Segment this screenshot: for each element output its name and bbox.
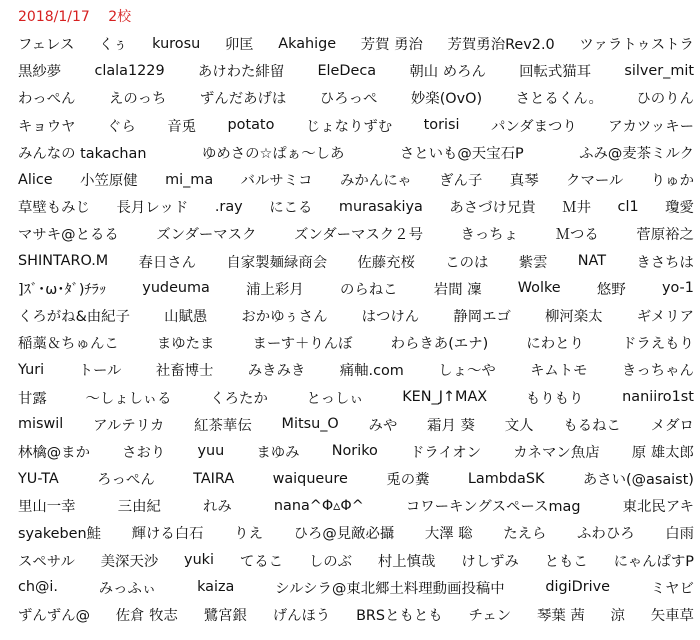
name-entry: 妙楽(OvO) — [410, 91, 483, 108]
name-entry: カネマン魚店 — [513, 444, 600, 461]
name-entry: ]ｽﾞ･ω･ﾀﾞ)ﾁﾗｯ — [18, 281, 107, 298]
name-entry: えのっち — [108, 91, 167, 108]
name-entry: みや — [368, 417, 398, 434]
name-entry: ぎん子 — [439, 173, 483, 190]
name-entry: みきみき — [247, 363, 306, 380]
name-entry: まーす＋りんぼ — [252, 336, 353, 353]
name-entry: syakeben鮭 — [18, 526, 102, 543]
name-entry: このは — [445, 254, 489, 271]
name-entry: 霜月 葵 — [427, 417, 475, 434]
name-entry: まゆみ — [256, 444, 300, 461]
name-entry: murasakiya — [338, 198, 423, 215]
name-entry: 村上慎哉 — [377, 553, 436, 570]
name-entry: シルシラ@東北郷土料理動画投稿中 — [275, 580, 505, 597]
name-entry: ch@i. — [18, 579, 58, 596]
name-entry: Ｍ井 — [562, 200, 591, 217]
name-row — [18, 248, 694, 275]
name-entry: 瓊愛 — [665, 200, 694, 217]
name-entry: にこる — [269, 200, 313, 217]
name-entry: りえ — [234, 526, 263, 543]
name-row — [18, 492, 694, 519]
name-entry: digiDrive — [545, 579, 611, 596]
name-entry: コワーキングスペースmag — [405, 499, 581, 516]
name-entry: 卯匡 — [224, 37, 254, 54]
name-entry: ふみ@麦茶ミルク — [579, 145, 694, 162]
name-entry: 原 雄太郎 — [631, 444, 694, 461]
name-entry: ひのりん — [636, 91, 694, 108]
name-entry: silver_mit — [624, 62, 694, 79]
name-entry: SHINTARO.M — [18, 253, 109, 270]
name-entry: yuki — [184, 552, 215, 569]
name-entry: Wolke — [517, 280, 561, 297]
name-entry: にわとり — [526, 336, 584, 353]
name-row — [18, 193, 694, 220]
name-entry: げんほう — [272, 608, 331, 625]
name-row — [18, 547, 694, 574]
name-entry: kurosu — [152, 35, 201, 52]
name-entry: yuu — [197, 443, 225, 460]
name-entry: 山賦愚 — [164, 308, 208, 325]
name-entry: わらきあ(エナ) — [390, 336, 489, 353]
name-entry: バルサミコ — [240, 173, 313, 190]
name-entry: torisi — [423, 117, 460, 134]
name-entry: くろがね&由紀子 — [18, 308, 130, 325]
name-row — [18, 57, 694, 84]
name-row — [18, 411, 694, 438]
name-entry: もるねこ — [563, 417, 621, 434]
name-entry: 回転式猫耳 — [519, 64, 592, 81]
name-entry: 紫雲 — [518, 254, 548, 271]
name-entry: Mitsu_O — [281, 416, 339, 433]
name-entry: まゆたま — [156, 336, 215, 353]
name-entry: NAT — [577, 253, 607, 270]
name-entry: きっちゃん — [621, 363, 694, 380]
name-entry: 里山一幸 — [18, 499, 76, 516]
name-entry: ミヤビ — [650, 580, 694, 597]
name-list — [18, 30, 694, 628]
name-entry: もりもり — [525, 390, 584, 407]
name-row — [18, 139, 694, 166]
name-entry: さおり — [122, 444, 166, 461]
name-entry: 矢車草 — [650, 608, 694, 625]
name-entry: あけわた緋留 — [197, 64, 285, 81]
name-entry: 芳賀勇治Rev2.0 — [447, 37, 555, 54]
name-entry: ズンダーマスク２号 — [294, 227, 423, 244]
name-row — [18, 84, 694, 111]
name-entry: 大澤 聡 — [424, 526, 473, 543]
header-school: 2校 — [108, 9, 132, 25]
name-entry: メダロ — [650, 417, 694, 434]
name-entry: 東北民アキ — [622, 499, 694, 516]
name-entry: 芳賀 勇治 — [360, 37, 423, 54]
name-entry: パンダまつり — [490, 118, 577, 135]
name-entry: 春日さん — [138, 254, 197, 271]
name-entry: Noriko — [331, 443, 378, 460]
name-entry: わっぺん — [18, 91, 76, 108]
name-entry: potato — [227, 117, 275, 134]
name-row — [18, 302, 694, 329]
name-entry: 紅茶華伝 — [194, 417, 252, 434]
name-entry: ひろっぺ — [319, 91, 378, 108]
name-entry: 静岡エゴ — [453, 308, 511, 325]
name-entry: にゃんぱすP — [613, 553, 694, 570]
header-date: 2018/1/17 — [18, 9, 90, 25]
name-entry: チェン — [468, 608, 512, 625]
name-entry: cl1 — [617, 198, 639, 215]
name-entry: ツァラトゥストラ — [579, 37, 694, 54]
name-entry: EleDeca — [317, 62, 377, 79]
name-entry: 佐藤充桜 — [357, 254, 415, 271]
name-entry: BRSともとも — [356, 608, 443, 625]
name-entry: ともこ — [544, 553, 588, 570]
name-entry: 涼 — [610, 608, 625, 625]
name-entry: ずんだあげは — [199, 91, 287, 108]
name-entry: マサキ@とるる — [18, 227, 119, 244]
name-entry: みかんにゃ — [340, 173, 412, 190]
name-row — [18, 465, 694, 492]
name-row — [18, 601, 694, 628]
name-entry: とっしぃ — [306, 390, 364, 407]
name-entry: はつけん — [361, 308, 420, 325]
name-row — [18, 329, 694, 356]
name-entry: Akahige — [278, 35, 337, 52]
name-entry: 痛軸.com — [339, 363, 404, 380]
name-row — [18, 574, 694, 601]
name-entry: のらねこ — [339, 281, 398, 298]
name-entry: TAIRA — [193, 470, 235, 487]
name-entry: clala1229 — [94, 62, 165, 79]
name-entry: れみ — [202, 499, 232, 516]
name-entry: 柳河楽太 — [545, 308, 603, 325]
name-entry: 美深天沙 — [100, 553, 159, 570]
name-entry: ドラえもり — [621, 336, 694, 353]
name-entry: 小笠原健 — [80, 173, 138, 190]
name-entry: クマール — [566, 173, 624, 190]
name-entry: nana^Φ▵Φ^ — [273, 497, 364, 514]
name-entry: 草壁もみじ — [18, 200, 90, 217]
name-entry: 悠野 — [596, 281, 626, 298]
name-entry: スペサル — [18, 553, 75, 570]
name-entry: yo-1 — [661, 280, 694, 297]
name-entry: 黒紗夢 — [18, 64, 62, 81]
name-row — [18, 383, 694, 410]
name-entry: 菅原裕之 — [636, 227, 694, 244]
name-entry: しょ〜や — [438, 363, 496, 380]
name-entry: 白雨 — [665, 526, 694, 543]
name-entry: 自家製麺緑商会 — [226, 254, 328, 271]
name-entry: きっちょ — [460, 227, 519, 244]
name-row — [18, 519, 694, 546]
name-entry: Ｍつる — [555, 227, 599, 244]
name-entry: 甘露 — [18, 390, 47, 407]
name-entry: あさい(@asaist) — [582, 472, 694, 489]
name-entry: さといも@天宝石P — [399, 145, 524, 162]
name-entry: アルテリカ — [93, 417, 165, 434]
name-entry: トール — [78, 363, 122, 380]
name-entry: miswil — [18, 416, 64, 433]
name-entry: mi_ma — [165, 171, 214, 188]
name-entry: きさちは — [636, 254, 694, 271]
name-entry: おかゆぅさん — [241, 308, 328, 325]
name-entry: キョウヤ — [18, 118, 76, 135]
name-entry: 輝ける白石 — [131, 526, 204, 543]
name-entry: みっふぃ — [98, 580, 157, 597]
name-entry: フェレス — [18, 37, 75, 54]
name-entry: くろたか — [210, 390, 268, 407]
name-entry: LambdaSK — [467, 470, 545, 487]
name-row — [18, 112, 694, 139]
page-header — [18, 6, 145, 26]
name-entry: Yuri — [18, 361, 45, 378]
name-entry: さとるくん。 — [515, 91, 603, 108]
name-entry: ふわひろ — [577, 526, 635, 543]
name-entry: waiqueure — [272, 470, 348, 487]
name-entry: Alice — [18, 171, 53, 188]
name-entry: ギメリア — [636, 308, 694, 325]
name-entry: 林檎@まか — [18, 444, 90, 461]
name-entry: 〜しょしぃる — [85, 390, 172, 407]
name-row — [18, 220, 694, 247]
name-entry: 稲藁＆ちゅんこ — [18, 336, 119, 353]
name-entry: .ray — [214, 198, 243, 215]
name-entry: KEN_J↑MAX — [402, 389, 488, 406]
name-entry: ズンダーマスク — [156, 227, 257, 244]
name-row — [18, 166, 694, 193]
name-row — [18, 356, 694, 383]
name-row — [18, 275, 694, 302]
name-entry: りゅか — [650, 173, 694, 190]
name-entry: 文人 — [504, 417, 534, 434]
name-entry: みんなの takachan — [18, 145, 147, 162]
name-entry: アカツッキー — [608, 118, 694, 135]
name-entry: ずんずん@ — [18, 608, 90, 625]
name-entry: ろっぺん — [97, 472, 155, 489]
name-entry: けしずみ — [461, 553, 519, 570]
name-entry: ドライオン — [410, 444, 482, 461]
name-entry: キムトモ — [530, 363, 588, 380]
name-entry: 浦上彩月 — [246, 281, 304, 298]
name-entry: yudeuma — [142, 280, 210, 297]
name-entry: たえら — [503, 526, 547, 543]
name-entry: ぐら — [107, 118, 136, 135]
name-entry: 琴葉 茜 — [536, 608, 585, 625]
name-entry: naniiro1st — [622, 389, 694, 406]
name-entry: 岩間 凜 — [433, 281, 482, 298]
name-entry: じょなりずむ — [305, 118, 393, 135]
name-row — [18, 438, 694, 465]
name-entry: 三由紀 — [117, 499, 161, 516]
name-entry: てるこ — [239, 553, 284, 570]
name-entry: 佐倉 牧志 — [115, 608, 178, 625]
name-entry: YU-TA — [18, 470, 59, 487]
name-entry: ゆめさの☆ぱぁ〜しあ — [201, 145, 345, 162]
name-entry: くぅ — [99, 37, 128, 54]
name-entry: 兎の糞 — [386, 472, 430, 489]
name-entry: あさづけ兄貴 — [449, 200, 536, 217]
name-entry: 朝山 めろん — [409, 64, 486, 81]
name-entry: 音兎 — [167, 118, 197, 135]
name-entry: しのぶ — [308, 553, 353, 570]
name-entry: 鷺宮銀 — [203, 608, 247, 625]
name-entry: 社畜博士 — [155, 363, 214, 380]
name-entry: 長月レッド — [116, 200, 189, 217]
name-entry: 真琴 — [509, 173, 539, 190]
name-entry: kaiza — [197, 579, 235, 596]
name-entry: ひろ@見敵必攝 — [293, 526, 395, 543]
name-row — [18, 30, 694, 57]
